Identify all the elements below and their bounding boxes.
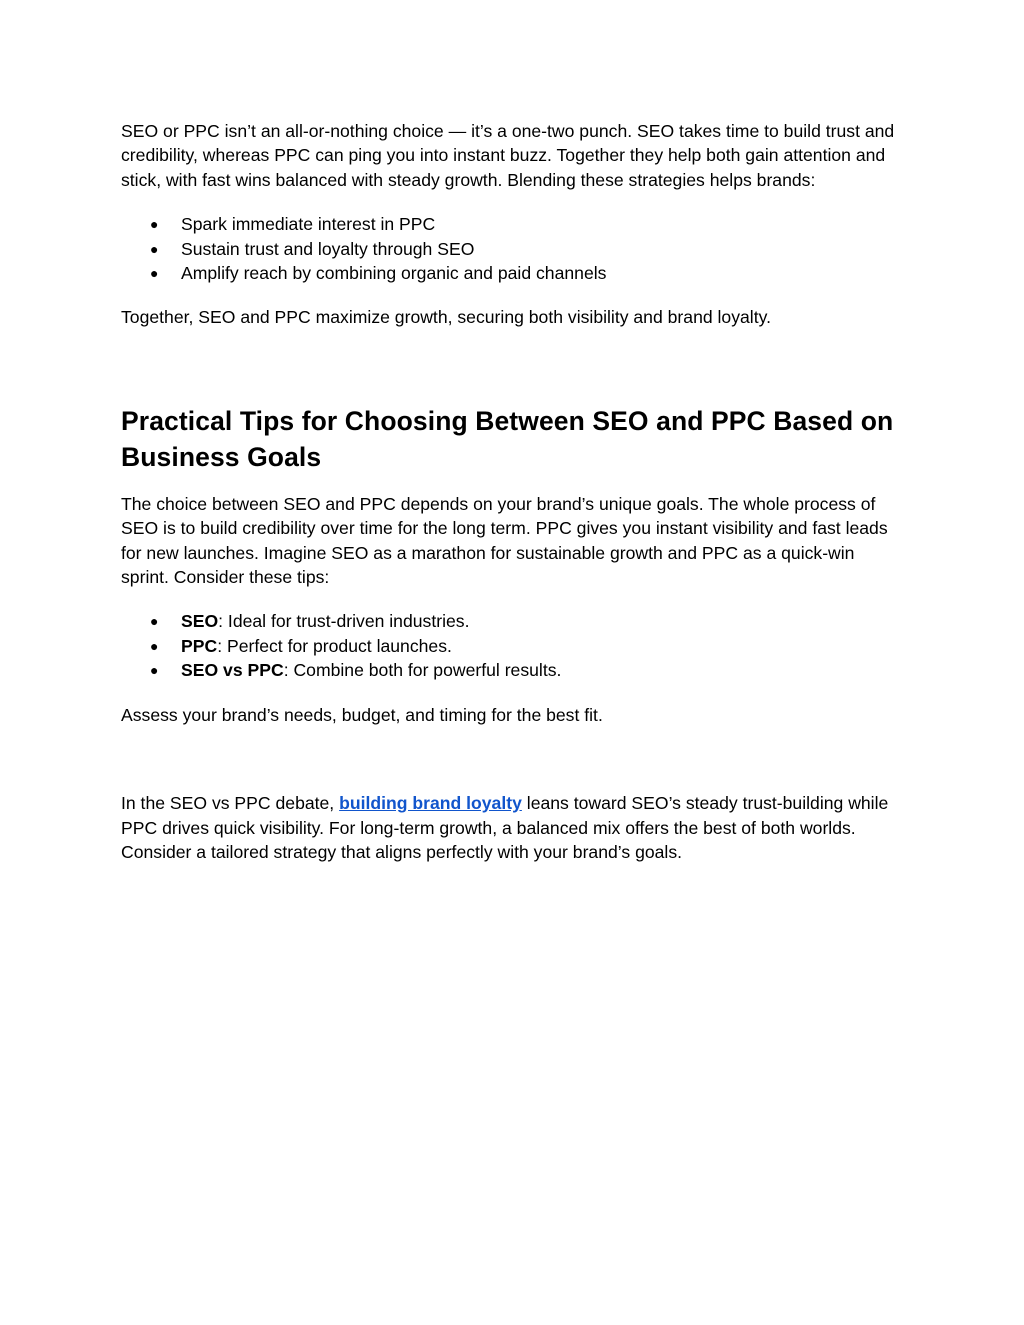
tip-text: : Ideal for trust-driven industries. [218,611,470,632]
intro-bullet-list [121,212,901,285]
document-page [121,119,901,864]
list-item [121,609,901,633]
building-brand-loyalty-link[interactable]: building brand loyalty [339,793,522,814]
bullet-icon: ● [150,613,159,630]
conclusion-text-after: leans toward SEO’s steady trust-building while PPC drives quick visibility. For long-term growth, a balanced mix offers the best of both worlds. Consider a tailored strategy that aligns perfectly with your brand’s goals. [121,793,889,862]
list-item-text: Sustain trust and loyalty through SEO [181,238,475,259]
list-item-text: Amplify reach by combining organic and paid channels [181,263,607,284]
tip-term: SEO [181,611,219,632]
intro-paragraph: SEO or PPC isn’t an all-or-nothing choice — it’s a one-two punch. SEO takes time to build trust and credibility, whereas PPC can ping you into instant buzz. Together they help both gain attention and stick, with fast wins balanced with steady growth. Blending these strategies helps brands: [121,121,895,190]
list-item [121,658,901,682]
tips-bullet-list [121,609,901,682]
section-heading: Practical Tips for Choosing Between SEO and PPC Based on Business Goals [121,405,894,472]
tip-term: SEO vs PPC [181,660,284,681]
bullet-icon: ● [150,662,159,679]
conclusion-text-before: In the SEO vs PPC debate, [121,793,340,814]
tip-term: PPC [181,635,218,656]
conclusion-paragraph [121,791,901,864]
list-item [121,237,901,261]
bullet-icon: ● [150,240,159,257]
bullet-icon: ● [150,216,159,233]
section-paragraph: The choice between SEO and PPC depends on your brand’s unique goals. The whole process of SEO is to build credibility over time for the long term. PPC gives you instant visibility and fast leads for new launches. Imagine SEO as a marathon for sustainable growth and PPC as a quick-win sprint. Consider these tips: [121,493,888,588]
list-item [121,634,901,658]
list-item [121,261,901,285]
tip-text: : Perfect for product launches. [217,635,452,656]
list-item [121,212,901,236]
bullet-icon: ● [150,265,159,282]
bullet-icon: ● [150,637,159,654]
intro-summary: Together, SEO and PPC maximize growth, securing both visibility and brand loyalty. [121,307,771,328]
list-item-text: Spark immediate interest in PPC [181,214,436,235]
assess-paragraph: Assess your brand’s needs, budget, and timing for the best fit. [121,704,603,725]
tip-text: : Combine both for powerful results. [283,660,562,681]
